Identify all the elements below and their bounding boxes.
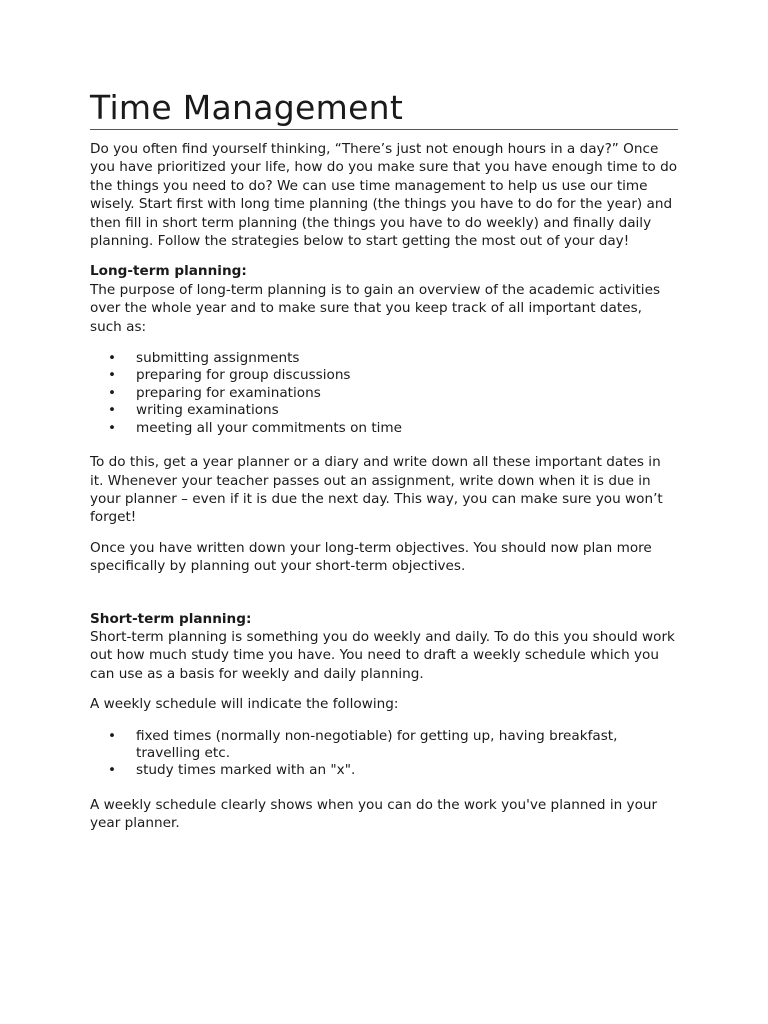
list-item: • writing examinations <box>136 402 678 419</box>
list-item: • fixed times (normally non-negotiable) for getting up, having breakfast, travelling etc. <box>136 728 678 763</box>
page-title: Time Management <box>90 88 404 127</box>
section-spacer <box>90 576 678 610</box>
list-item: • meeting all your commitments on time <box>136 420 678 437</box>
short-term-bullet-list <box>90 728 678 780</box>
document-body <box>90 140 678 833</box>
list-item: • preparing for examinations <box>136 385 678 402</box>
long-term-bullet-list <box>90 350 678 437</box>
list-item: • study times marked with an "x". <box>136 762 678 779</box>
long-term-heading: Long-term planning: <box>90 263 247 280</box>
long-term-paragraph-3: Once you have written down your long-term objectives. You should now plan more specifically by planning out your short-term objectives. <box>90 539 652 575</box>
title-underline <box>90 129 678 130</box>
short-term-heading: Short-term planning: <box>90 610 252 627</box>
short-term-paragraph-2: A weekly schedule will indicate the following: <box>90 696 399 713</box>
short-term-paragraph: Short-term planning is something you do weekly and daily. To do this you should work out how much study time you have. You need to draft a weekly schedule which you can use as a basis for weekly and daily planning. <box>90 628 675 682</box>
intro-paragraph: Do you often find yourself thinking, “There’s just not enough hours in a day?” Once you have prioritized your life, how do you make sure that you have enough time to do the things you need to do? We can use time management to help us use our time wisely. Start first with long time planning (the things you have to do for the year) and then fill in short term planning (the things you have to do weekly) and finally daily planning. Follow the strategies below to start getting the most out of your day! <box>90 141 678 250</box>
long-term-paragraph-2: To do this, get a year planner or a diary and write down all these important dates in it. Whenever your teacher passes out an assignment, write down when it is due in your planner – even if it is due the next day. This way, you can make sure you won’t forget! <box>90 454 663 526</box>
long-term-paragraph: The purpose of long-term planning is to gain an overview of the academic activities over the whole year and to make sure that you keep track of all important dates, such as: <box>90 281 661 335</box>
list-item: • preparing for group discussions <box>136 367 678 384</box>
list-item: • submitting assignments <box>136 350 678 367</box>
short-term-paragraph-3: A weekly schedule clearly shows when you can do the work you've planned in your year planner. <box>90 796 658 832</box>
